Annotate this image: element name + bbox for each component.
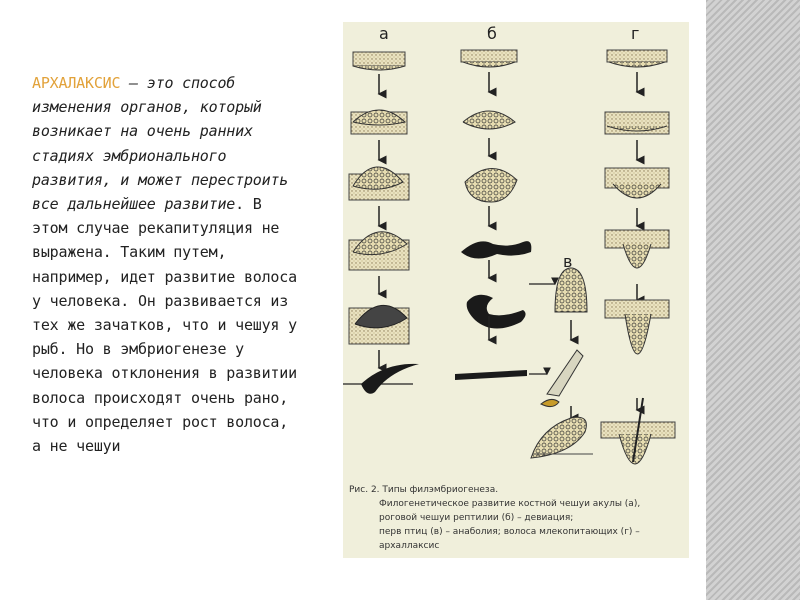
- decorative-stripe: [706, 0, 800, 600]
- definition-plain: . В этом случае рекапитуляция не выражена. Таким путем, например, идет развитие волоса у человека. Он развивается из тех же зачатков, что и чешуя у рыб. Но в эмбриогенезе у человека отклонения в развитии волоса происходят очень рано, что и определяет рост волоса, а не чешуи: [32, 195, 297, 456]
- caption-line-1: Рис. 2. Типы филэмбриогенеза.: [349, 485, 499, 495]
- definition-italic: – это способ изменения органов, который возникает на очень ранних стадиях эмбрионального развития, и может перестроить все дальнейшее развитие: [32, 74, 289, 214]
- column-v-stages: [531, 268, 593, 458]
- label-v: в: [563, 252, 573, 271]
- column-g-stages: [601, 50, 675, 464]
- column-a-stages: [343, 52, 419, 394]
- caption-line-2: Филогенетическое развитие костной чешуи акулы (а),: [379, 499, 641, 509]
- label-a: а: [379, 24, 389, 43]
- term-archallaxis: АРХАЛАКСИС: [32, 74, 121, 92]
- slide-text: [32, 71, 304, 458]
- figure-caption: [349, 483, 685, 553]
- phylembryogenesis-figure: [343, 22, 689, 558]
- label-b: б: [487, 24, 497, 43]
- caption-line-3: роговой чешуи рептилии (б) – девиация;: [379, 513, 574, 523]
- label-g: г: [631, 24, 640, 43]
- figure-drawing: [343, 22, 689, 558]
- column-b-stages: [455, 50, 555, 380]
- caption-line-4: перв птиц (в) – анаболия; волоса млекопитающих (г) –: [379, 527, 640, 537]
- caption-line-5: архаллаксис: [379, 541, 440, 551]
